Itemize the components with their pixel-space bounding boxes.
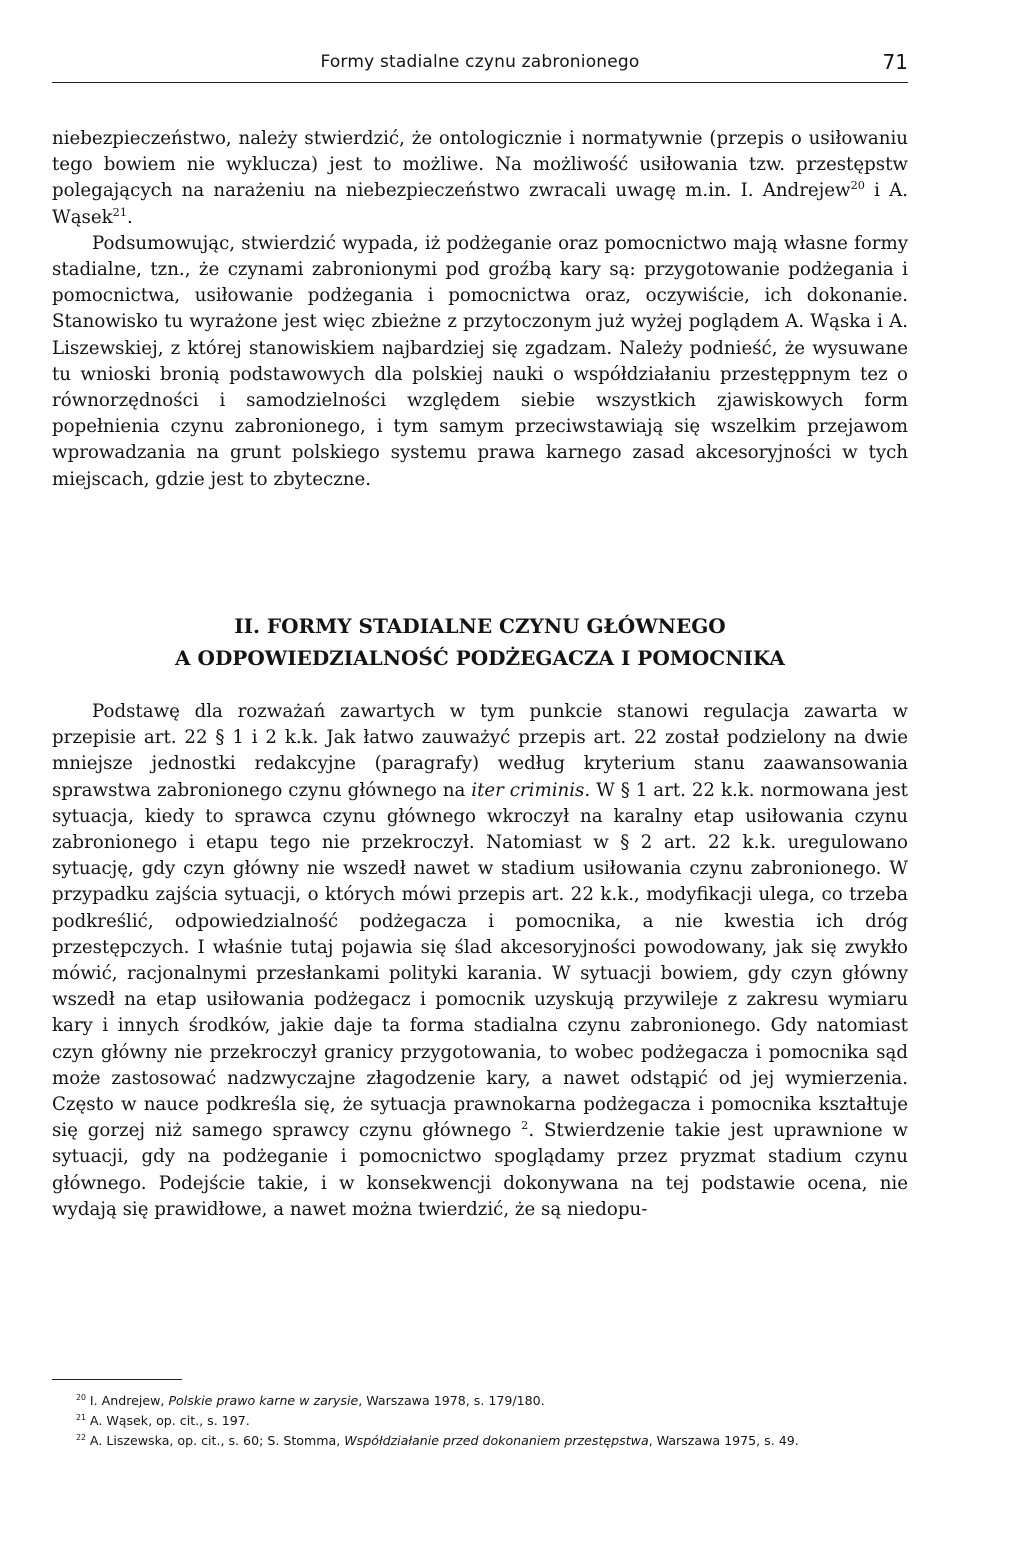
body-text-section: [52, 699, 908, 1223]
paragraph-continued: [52, 126, 908, 231]
body-text-top: [52, 126, 908, 493]
section-heading-line-2: A ODPOWIEDZIALNOŚĆ PODŻEGACZA I POMOCNIKA: [175, 646, 785, 670]
paragraph-text: . W § 1 art. 22 k.k. normowana jest sytuacja, kiedy to sprawca czynu głównego wkroczył na karalny etap usiłowania czynu zabronionego i etapu tego nie przekroczył. Natomiast w § 2 art. 22 k.k. uregulowano sytuację, gdy czyn główny nie wszedł nawet w stadium usiłowania czynu zabronionego. W przypadku zajścia sytuacji, o których mówi przepis art. 22 k.k., modyfikacji ulega, co trzeba podkreślić, odpowiedzialność podżegacza i pomocnika, a nie kwestia ich dróg przestępczych. I właśnie tutaj pojawia się ślad akcesoryjności powodowany, jak się zwykło mówić, racjonalnymi przesłankami polityki karania. W sytuacji bowiem, gdy czyn główny wszedł na etap usiłowania podżegacz i pomocnik uzyskują przywileje z zakresu wymiaru kary i innych środków, jakie daje ta forma stadialna czynu zabronionego. Gdy natomiast czyn główny nie przekroczył granicy przygotowania, to wobec podżegacza i pomocnika sąd może zastosować nadzwyczajne złagodzenie kary, a nawet odstąpić od jej wymierzenia. Często w nauce podkreśla się, że sytuacja prawnokarna podżegacza i pomocnika kształtuje się gorzej niż samego sprawcy czynu głównego: [52, 779, 908, 1142]
paragraph-text: . Stwierdzenie takie jest uprawnione w sytuacji, gdy na podżeganie i pomocnictwo spoglądamy przez pryzmat stadium czynu głównego. Podejście takie, i w konsekwencji dokonywana na tej podstawie ocena, nie wydają się prawidłowe, a nawet można twierdzić, że są niedopu-: [52, 1120, 908, 1220]
footnote-number: 20: [76, 1392, 86, 1402]
section-heading-line-1: II. FORMY STADIALNE CZYNU GŁÓWNEGO: [234, 614, 726, 638]
footnote-text: A. Wąsek, op. cit., s. 197.: [85, 1413, 250, 1428]
footnote-ref-20: 20: [850, 179, 865, 193]
footnote-number: 22: [76, 1432, 86, 1442]
footnote-text: , Warszawa 1978, s. 179/180.: [358, 1393, 545, 1408]
paragraph-text: niebezpieczeństwo, należy stwierdzić, że ontologicznie i normatywnie (przepis o usiłowaniu tego bowiem nie wyklucza) jest to możliwe. Na możliwość usiłowania tzw. przestępstw polegających na narażeniu na niebezpieczeństwo zwracali uwagę m.in. I. Andrejew: [52, 128, 908, 202]
footnote-title: Polskie prawo karne w zarysie: [168, 1393, 359, 1408]
footnote-20: [52, 1391, 908, 1411]
paragraph-text: i A. Wąsek: [52, 180, 909, 228]
footnote-ref-21: 21: [112, 205, 127, 219]
footnotes: [52, 1391, 908, 1451]
paragraph-text: .: [127, 206, 133, 228]
footnote-divider: [52, 1379, 182, 1380]
footnote-title: Współdziałanie przed dokonaniem przestępstwa: [344, 1433, 649, 1448]
paragraph-text: Podsumowując, stwierdzić wypada, iż podżeganie oraz pomocnictwo mają własne formy stadialne, tzn., że czynami zabronionymi pod groźbą kary są: przygotowanie podżegania i pomocnictwa, usiłowanie podżegania i pomocnictwa oraz, oczywiście, ich dokonanie. Stanowisko tu wyrażone jest więc zbieżne z przytoczonym już wyżej poglądem A. Wąska i A. Liszewskiej, z której stanowiskiem najbardziej się zgadzam. Należy podnieść, że wysuwane tu wnioski bronią podstawowych dla polskiej nauki o współdziałaniu przestęppnym tez o równorzędności i samodzielności względem siebie wszystkich zjawiskowych form popełnienia czynu zabronionego, i tym samym przeciwstawiają się wszelkim przejawom wprowadzania na grunt polskiego systemu prawa karnego zasad akcesoryjności w tych miejscach, gdzie jest to zbyteczne.: [52, 232, 908, 490]
paragraph-text: Podstawę dla rozważań zawartych w tym punkcie stanowi regulacja zawarta w przepisie art. 22 § 1 i 2 k.k. Jak łatwo zauważyć przepis art. 22 został podzielony na dwie mniejsze jednostki redakcyjne (paragrafy) według kryterium stanu zaawansowania sprawstwa zabronionego czynu głównego na: [52, 701, 908, 801]
page-number: 71: [882, 50, 908, 74]
section-heading: [52, 610, 908, 674]
latin-term: iter criminis: [471, 779, 585, 801]
footnote-text: , Warszawa 1975, s. 49.: [648, 1433, 799, 1448]
running-title: Formy stadialne czynu zabronionego: [320, 52, 640, 72]
paragraph-summary: [52, 231, 908, 493]
footnote-22: [52, 1431, 908, 1451]
footnote-text: I. Andrejew,: [85, 1393, 169, 1408]
footnote-21: [52, 1411, 908, 1431]
page-header: [52, 50, 908, 83]
footnote-number: 21: [76, 1412, 86, 1422]
footnote-ref-2: 2: [521, 1119, 529, 1133]
footnote-text: A. Liszewska, op. cit., s. 60; S. Stomma,: [85, 1433, 345, 1448]
paragraph-section-body: [52, 699, 908, 1223]
